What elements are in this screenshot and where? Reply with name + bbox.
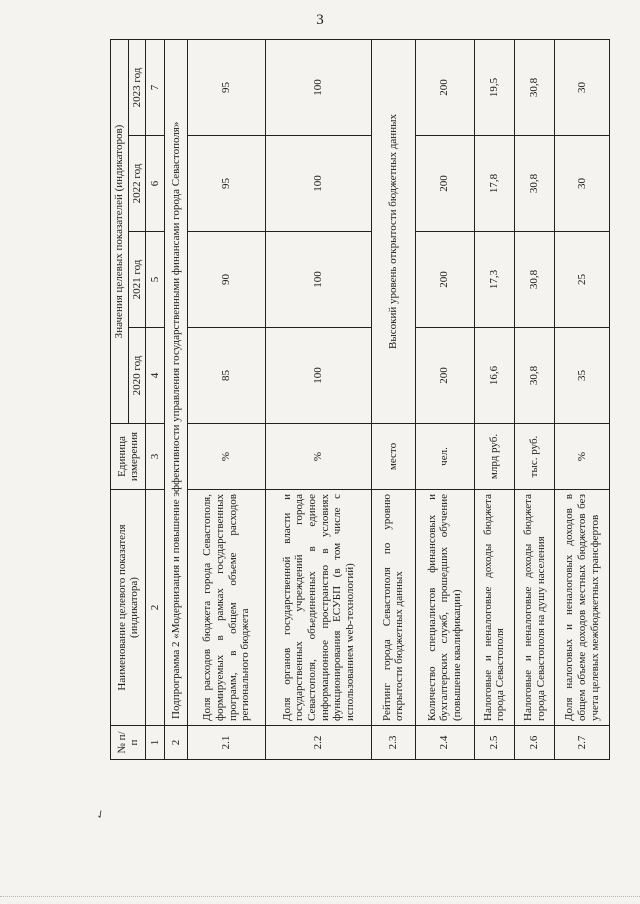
header-name: Наименование целевого показателя (индикатора) [111,490,146,726]
subprogram-row [165,40,187,760]
table-row [555,40,610,760]
row-name: Налоговые и неналоговые доходы бюджета города Севастополя на душу населения [514,490,554,726]
row-name: Рейтинг города Севастополя по уровню открытости бюджетных данных [371,490,415,726]
page-number: 3 [316,12,324,28]
row-unit: % [266,424,371,490]
table-row [474,40,514,760]
row-value-2022: 30,8 [514,136,554,232]
table-row [371,40,415,760]
subprogram-num: 2 [165,726,187,760]
row-num: 2.4 [415,726,474,760]
header-year-2021: 2021 год [128,232,146,328]
row-num: 2.7 [555,726,610,760]
row-unit: % [187,424,266,490]
row-value-2022: 95 [187,136,266,232]
row-name: Количество специалистов финансовых и бухгалтерских служб, прошедших обучение (повышение квалификации) [415,490,474,726]
row-num: 2.2 [266,726,371,760]
row-value-2022: 30 [555,136,610,232]
row-value-2021: 25 [555,232,610,328]
header-values-group: Значения целевых показателей (индикаторов) [111,40,129,424]
rotated-table-container [110,40,610,760]
row-value-2023: 30 [555,40,610,136]
row-unit: место [371,424,415,490]
row-value-2023: 200 [415,40,474,136]
row-value-2021: 30,8 [514,232,554,328]
row-name: Доля налоговых и неналоговых доходов в общем объеме доходов местных бюджетов без учета целевых межбюджетных трансфертов [555,490,610,726]
column-number-row [146,40,165,760]
header-year-2023: 2023 год [128,40,146,136]
row-value-2020: 100 [266,328,371,424]
header-num: № п/п [111,726,146,760]
row-value-2023: 19,5 [474,40,514,136]
column-number: 5 [146,232,165,328]
header-year-2022: 2022 год [128,136,146,232]
header-unit: Единица измерения [111,424,146,490]
subprogram-title: Подпрограмма 2 «Модернизация и повышение эффективности управления государственными финансами города Севастополя» [165,40,187,726]
row-value-2022: 200 [415,136,474,232]
row-value-2020: 35 [555,328,610,424]
row-value-2020: 85 [187,328,266,424]
column-number: 4 [146,328,165,424]
row-value-2023: 95 [187,40,266,136]
row-value-2021: 200 [415,232,474,328]
column-number: 7 [146,40,165,136]
column-number: 3 [146,424,165,490]
row-value-2021: 100 [266,232,371,328]
row-value-2021: 17,3 [474,232,514,328]
row-name: Доля расходов бюджета города Севастополя, формируемых в рамках государственных программ, в общем объеме расходов регионального бюджета [187,490,266,726]
row-value-2020: 200 [415,328,474,424]
row-value-2020: 30,8 [514,328,554,424]
row-value-2023: 30,8 [514,40,554,136]
handwritten-check-mark: ✓ [93,807,108,823]
row-merged-value: Высокий уровень открытости бюджетных данных [371,40,415,424]
header-row-1 [111,40,129,760]
indicators-table [110,39,610,760]
row-unit: % [555,424,610,490]
row-unit: тыс. руб. [514,424,554,490]
column-number: 6 [146,136,165,232]
table-row [187,40,266,760]
row-unit: млрд руб. [474,424,514,490]
row-value-2020: 16,6 [474,328,514,424]
column-number: 1 [146,726,165,760]
table-row [514,40,554,760]
row-name: Доля органов государственной власти и государственных учреждений города Севастополя, объединенных в единое информационное пространство в условиях функционирования ЕСУБП (в том числе с использованием web-технологий) [266,490,371,726]
header-year-2020: 2020 год [128,328,146,424]
column-number: 2 [146,490,165,726]
row-value-2022: 100 [266,136,371,232]
row-num: 2.1 [187,726,266,760]
row-value-2021: 90 [187,232,266,328]
row-unit: чел. [415,424,474,490]
row-name: Налоговые и неналоговые доходы бюджета города Севастополя [474,490,514,726]
row-num: 2.5 [474,726,514,760]
row-num: 2.3 [371,726,415,760]
table-row [266,40,371,760]
scan-edge-line [0,896,640,898]
row-num: 2.6 [514,726,554,760]
row-value-2022: 17,8 [474,136,514,232]
row-value-2023: 100 [266,40,371,136]
table-row [415,40,474,760]
